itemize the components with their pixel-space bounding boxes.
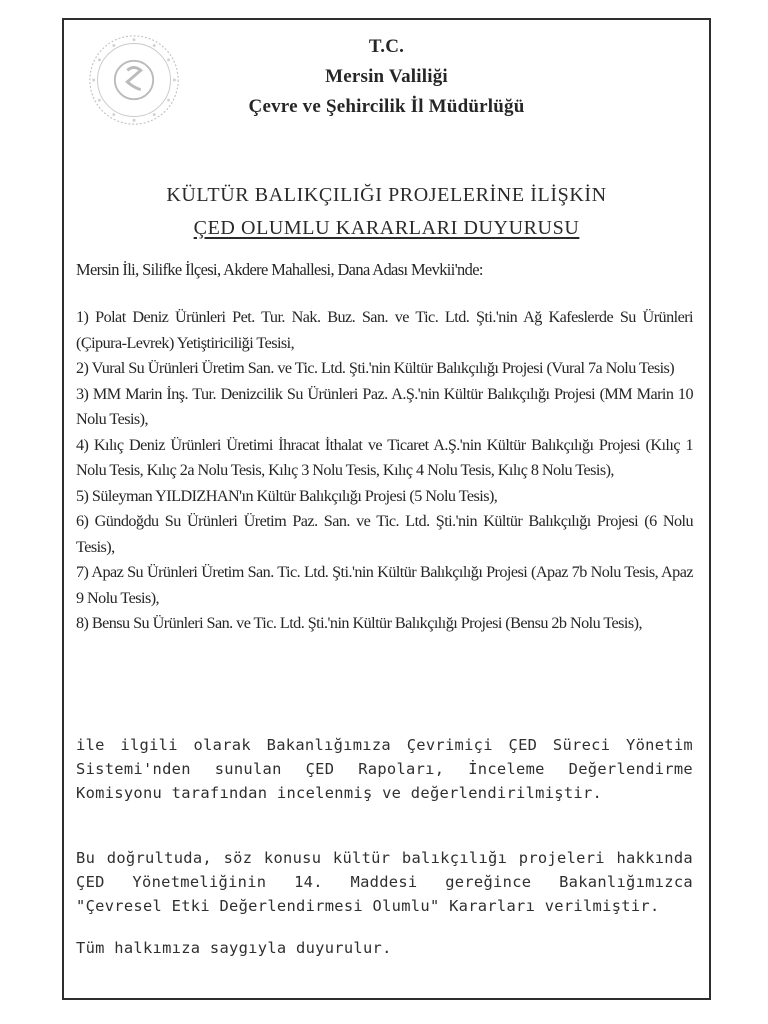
list-item: 7) Apaz Su Ürünleri Üretim San. Tic. Ltd. Şti.'nin Kültür Balıkçılığı Projesi (Apaz 7b Nolu Tesis, Apaz 9 Nolu Tesis),	[76, 563, 693, 607]
header-line-governorship: Mersin Valiliği	[325, 66, 448, 87]
title-line-2: ÇED OLUMLU KARARLARI DUYURUSU	[193, 217, 580, 239]
list-item: 8) Bensu Su Ürünleri San. ve Tic. Ltd. Şti.'nin Kültür Balıkçılığı Projesi (Bensu 2b Nolu Tesis),	[76, 614, 642, 632]
list-item: 2) Vural Su Ürünleri Üretim San. ve Tic. Ltd. Şti.'nin Kültür Balıkçılığı Projesi (Vural 7a Nolu Tesis)	[76, 359, 675, 377]
list-item: 3) MM Marin İnş. Tur. Denizcilik Su Ürünleri Paz. A.Ş.'nin Kültür Balıkçılığı Projesi (MM Marin 10 Nolu Tesis),	[76, 384, 693, 428]
document-title	[64, 179, 709, 245]
header-line-tc: T.C.	[368, 36, 405, 57]
header-line-directorate: Çevre ve Şehircilik İl Müdürlüğü	[248, 96, 525, 117]
list-item: 6) Gündoğdu Su Ürünleri Üretim Paz. San. ve Tic. Ltd. Şti.'nin Kültür Balıkçılığı Projesi (6 Nolu Tesis),	[76, 512, 693, 556]
location-line: Mersin İli, Silifke İlçesi, Akdere Mahallesi, Dana Adası Mevkii'nde:	[76, 260, 483, 279]
list-item: 4) Kılıç Deniz Ürünleri Üretimi İhracat İthalat ve Ticaret A.Ş.'nin Kültür Balıkçılığı Projesi (Kılıç 1 Nolu Tesis, Kılıç 2a Nolu Tesis, Kılıç 3 Nolu Tesis, Kılıç 4 Nolu Tesis, Kılıç 8 Nolu Tesis),	[76, 435, 693, 479]
title-line-1: KÜLTÜR BALIKÇILIĞI PROJELERİNE İLİŞKİN	[166, 184, 607, 206]
document-header	[64, 32, 709, 122]
list-item: 5) Süleyman YILDIZHAN'ın Kültür Balıkçılığı Projesi (5 Nolu Tesis),	[76, 486, 498, 505]
list-item: 1) Polat Deniz Ürünleri Pet. Tur. Nak. Buz. San. ve Tic. Ltd. Şti.'nin Ağ Kafeslerde Su Ürünleri (Çipura-Levrek) Yetiştiriciliği Tesisi,	[76, 308, 693, 352]
announcement-frame	[62, 18, 711, 1000]
closing-paragraph: Tüm halkımıza saygıyla duyurulur.	[76, 939, 392, 958]
project-list	[76, 305, 693, 637]
review-paragraph: ile ilgili olarak Bakanlığımıza Çevrimiçi ÇED Süreci Yönetim Sistemi'nden sunulan ÇED Rapoları, İnceleme Değerlendirme Komisyonu tarafından incelenmiş ve değerlendirilmiştir.	[76, 736, 693, 803]
decision-paragraph: Bu doğrultuda, söz konusu kültür balıkçılığı projeleri hakkında ÇED Yönetmeliğinin 14. Maddesi gereğince Bakanlığımızca "Çevresel Etki Değerlendirmesi Olumlu" Kararları verilmiştir.	[76, 849, 693, 916]
